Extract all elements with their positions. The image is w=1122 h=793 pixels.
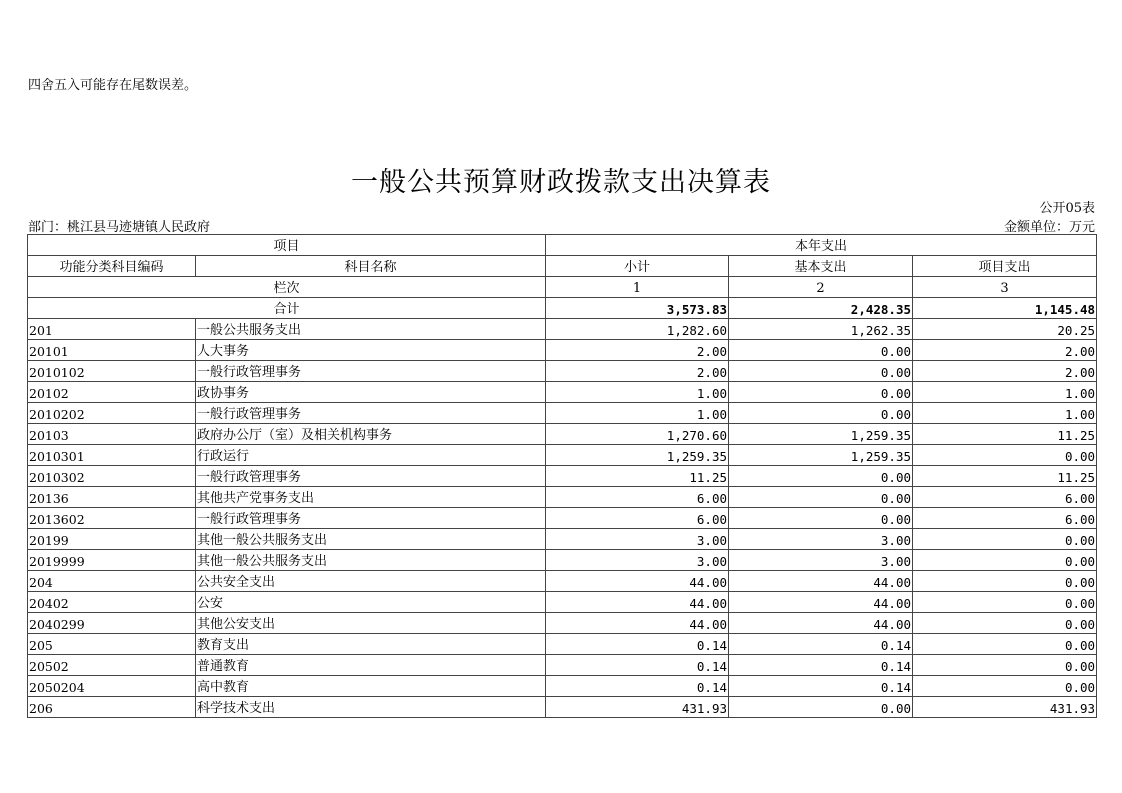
table-row	[28, 613, 1097, 634]
row-code: 20402	[28, 592, 196, 613]
row-name: 一般行政管理事务	[196, 466, 546, 487]
budget-table	[27, 234, 1097, 718]
table-row	[28, 550, 1097, 571]
row-basic: 0.14	[729, 634, 913, 655]
row-name: 其他一般公共服务支出	[196, 550, 546, 571]
row-subtotal: 1,259.35	[546, 445, 729, 466]
row-name: 一般行政管理事务	[196, 403, 546, 424]
row-code: 20199	[28, 529, 196, 550]
table-row	[28, 445, 1097, 466]
row-basic: 3.00	[729, 529, 913, 550]
row-project: 11.25	[913, 466, 1097, 487]
row-project: 0.00	[913, 445, 1097, 466]
table-row	[28, 403, 1097, 424]
table-row	[28, 592, 1097, 613]
table-row	[28, 529, 1097, 550]
row-name: 公共安全支出	[196, 571, 546, 592]
row-project: 0.00	[913, 634, 1097, 655]
row-subtotal: 431.93	[546, 697, 729, 718]
row-code: 2050204	[28, 676, 196, 697]
row-project: 20.25	[913, 319, 1097, 340]
row-basic: 0.00	[729, 697, 913, 718]
row-subtotal: 6.00	[546, 508, 729, 529]
row-basic: 0.00	[729, 382, 913, 403]
row-basic: 1,259.35	[729, 424, 913, 445]
row-name: 其他公安支出	[196, 613, 546, 634]
row-subtotal: 1,270.60	[546, 424, 729, 445]
row-name: 政协事务	[196, 382, 546, 403]
row-code: 205	[28, 634, 196, 655]
header-name: 科目名称	[196, 256, 546, 277]
row-basic: 0.14	[729, 655, 913, 676]
rounding-note: 四舍五入可能存在尾数误差。	[28, 78, 198, 93]
row-subtotal: 1.00	[546, 382, 729, 403]
table-row	[28, 466, 1097, 487]
header-basic: 基本支出	[729, 256, 913, 277]
row-code: 2010301	[28, 445, 196, 466]
row-code: 2010302	[28, 466, 196, 487]
row-project: 1.00	[913, 382, 1097, 403]
column-index-row	[28, 277, 1097, 298]
row-subtotal: 3.00	[546, 550, 729, 571]
column-index-label: 栏次	[28, 277, 546, 298]
row-project: 431.93	[913, 697, 1097, 718]
table-row	[28, 424, 1097, 445]
table-row	[28, 634, 1097, 655]
row-code: 2040299	[28, 613, 196, 634]
row-code: 2013602	[28, 508, 196, 529]
header-project: 项目支出	[913, 256, 1097, 277]
total-subtotal: 3,573.83	[546, 298, 729, 319]
table-row	[28, 487, 1097, 508]
row-subtotal: 11.25	[546, 466, 729, 487]
row-subtotal: 3.00	[546, 529, 729, 550]
row-basic: 44.00	[729, 613, 913, 634]
row-name: 行政运行	[196, 445, 546, 466]
row-name: 一般行政管理事务	[196, 508, 546, 529]
table-row	[28, 508, 1097, 529]
table-row	[28, 697, 1097, 718]
row-code: 20103	[28, 424, 196, 445]
row-project: 0.00	[913, 529, 1097, 550]
row-basic: 1,259.35	[729, 445, 913, 466]
row-code: 206	[28, 697, 196, 718]
row-name: 人大事务	[196, 340, 546, 361]
row-name: 公安	[196, 592, 546, 613]
row-subtotal: 44.00	[546, 592, 729, 613]
row-basic: 0.00	[729, 340, 913, 361]
unit-label: 金额单位：万元	[1003, 220, 1095, 235]
row-basic: 3.00	[729, 550, 913, 571]
row-project: 1.00	[913, 403, 1097, 424]
row-project: 11.25	[913, 424, 1097, 445]
row-name: 一般行政管理事务	[196, 361, 546, 382]
row-name: 科学技术支出	[196, 697, 546, 718]
total-basic: 2,428.35	[729, 298, 913, 319]
row-code: 20502	[28, 655, 196, 676]
row-basic: 0.00	[729, 403, 913, 424]
row-basic: 0.00	[729, 466, 913, 487]
row-subtotal: 0.14	[546, 634, 729, 655]
row-subtotal: 1,282.60	[546, 319, 729, 340]
row-subtotal: 2.00	[546, 361, 729, 382]
department-label: 部门：桃江县马迹塘镇人民政府	[28, 220, 211, 235]
row-basic: 0.00	[729, 508, 913, 529]
header-subtotal: 小计	[546, 256, 729, 277]
row-subtotal: 1.00	[546, 403, 729, 424]
row-project: 0.00	[913, 676, 1097, 697]
total-project: 1,145.48	[913, 298, 1097, 319]
row-code: 20136	[28, 487, 196, 508]
table-row	[28, 319, 1097, 340]
form-number: 公开05表	[1039, 201, 1095, 216]
row-code: 20102	[28, 382, 196, 403]
column-index-1: 1	[546, 277, 729, 298]
header-row-1	[28, 235, 1097, 256]
row-code: 2019999	[28, 550, 196, 571]
row-basic: 0.00	[729, 487, 913, 508]
row-name: 教育支出	[196, 634, 546, 655]
row-basic: 0.14	[729, 676, 913, 697]
row-basic: 0.00	[729, 361, 913, 382]
header-code: 功能分类科目编码	[28, 256, 196, 277]
header-item: 项目	[28, 235, 546, 256]
header-row-2	[28, 256, 1097, 277]
row-name: 高中教育	[196, 676, 546, 697]
row-project: 6.00	[913, 508, 1097, 529]
row-subtotal: 0.14	[546, 676, 729, 697]
column-index-3: 3	[913, 277, 1097, 298]
row-code: 20101	[28, 340, 196, 361]
row-name: 政府办公厅（室）及相关机构事务	[196, 424, 546, 445]
total-label: 合计	[28, 298, 546, 319]
table-row	[28, 382, 1097, 403]
row-subtotal: 44.00	[546, 613, 729, 634]
column-index-2: 2	[729, 277, 913, 298]
row-project: 0.00	[913, 571, 1097, 592]
row-project: 6.00	[913, 487, 1097, 508]
row-project: 0.00	[913, 592, 1097, 613]
table-row	[28, 340, 1097, 361]
row-basic: 44.00	[729, 592, 913, 613]
table-row	[28, 361, 1097, 382]
row-name: 一般公共服务支出	[196, 319, 546, 340]
total-row	[28, 298, 1097, 319]
row-name: 其他共产党事务支出	[196, 487, 546, 508]
row-subtotal: 6.00	[546, 487, 729, 508]
row-name: 其他一般公共服务支出	[196, 529, 546, 550]
table-row	[28, 655, 1097, 676]
row-basic: 1,262.35	[729, 319, 913, 340]
table-row	[28, 571, 1097, 592]
row-project: 2.00	[913, 361, 1097, 382]
row-project: 0.00	[913, 613, 1097, 634]
row-subtotal: 44.00	[546, 571, 729, 592]
row-code: 204	[28, 571, 196, 592]
row-project: 2.00	[913, 340, 1097, 361]
row-code: 2010102	[28, 361, 196, 382]
row-project: 0.00	[913, 550, 1097, 571]
page-title: 一般公共预算财政拨款支出决算表	[351, 167, 771, 198]
row-name: 普通教育	[196, 655, 546, 676]
row-basic: 44.00	[729, 571, 913, 592]
row-subtotal: 2.00	[546, 340, 729, 361]
table-row	[28, 676, 1097, 697]
header-current-year: 本年支出	[546, 235, 1097, 256]
row-subtotal: 0.14	[546, 655, 729, 676]
row-code: 2010202	[28, 403, 196, 424]
row-project: 0.00	[913, 655, 1097, 676]
row-code: 201	[28, 319, 196, 340]
